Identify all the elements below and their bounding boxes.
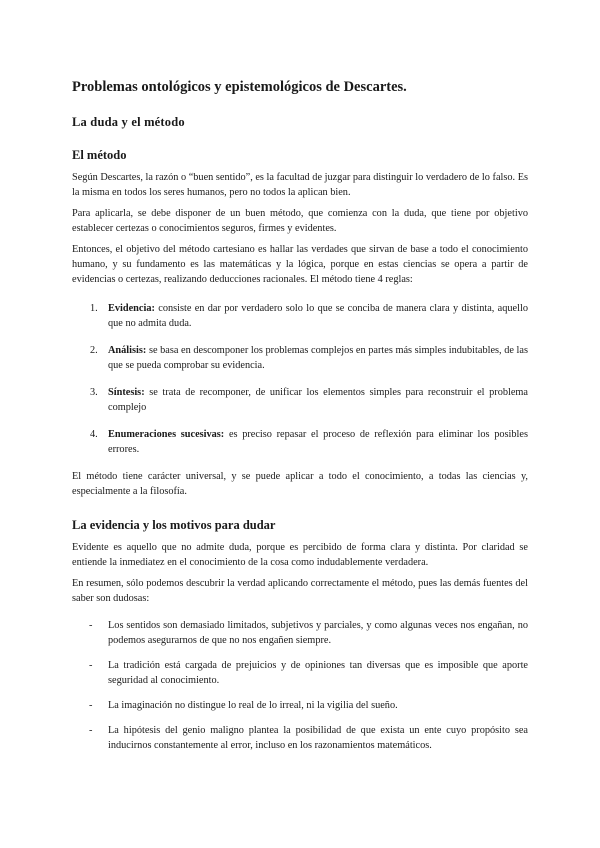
list-item-sentidos [89,618,528,648]
rule-item-sintesis [90,385,528,415]
rule-item-evidencia [90,301,528,331]
rule-number: 3. [90,387,98,398]
rule-term: Enumeraciones sucesivas: [108,429,225,440]
paragraph-resumen: En resumen, sólo podemos descubrir la verdad aplicando correctamente el método, pues las demás fuentes del saber son dudosas: [72,578,528,604]
list-item-text: La tradición está cargada de prejuicios y de opiniones tan diversas que es imposible que aporte seguridad al conocimiento. [108,660,528,686]
rule-term: Evidencia: [108,303,155,314]
list-item-imaginacion [89,698,528,713]
rule-number: 4. [90,429,98,440]
rule-number: 1. [90,303,98,314]
dash-marker: - [89,620,93,631]
list-item-genio-maligno [89,723,528,753]
list-item-text: La imaginación no distingue lo real de lo irreal, ni la vigilia del sueño. [108,700,398,711]
dash-marker: - [89,660,93,671]
paragraph-caracter-universal: El método tiene carácter universal, y se puede aplicar a todo el conocimiento, a todas las ciencias y, especialmente a la filosofía. [72,471,528,497]
paragraph-objetivo-metodo: Entonces, el objetivo del método cartesiano es hallar las verdades que sirvan de base a todo el conocimiento humano, y su fundamento es las matemáticas y la lógica, porque en estas ciencias se opera a partir de evidencias o certezas, realizando deducciones racionales. El método tiene 4 reglas: [72,244,528,285]
subsection-heading-metodo: El método [72,148,127,162]
paragraph-evidente: Evidente es aquello que no admite duda, porque es percibido de forma clara y distinta. Por claridad se entiende la inmediatez en el conocimiento de la cosa como indudablemente verdadera. [72,542,528,568]
section-heading-duda-metodo: La duda y el método [72,115,185,129]
rule-term: Síntesis: [108,387,145,398]
rule-item-analisis [90,343,528,373]
subsection-heading-evidencia: La evidencia y los motivos para dudar [72,518,276,532]
list-item-tradicion [89,658,528,688]
rule-term: Análisis: [108,345,147,356]
rule-text: consiste en dar por verdadero solo lo que se conciba de manera clara y distinta, aquello que no admita duda. [108,303,528,329]
dash-marker: - [89,725,93,736]
document-title: Problemas ontológicos y epistemológicos de Descartes. [72,79,407,95]
paragraph-razon: Según Descartes, la razón o “buen sentido”, es la facultad de juzgar para distinguir lo verdadero de lo falso. Es la misma en todos los seres humanos, pero no todos la aplican bien. [72,172,528,198]
list-item-text: Los sentidos son demasiado limitados, subjetivos y parciales, y como algunas veces nos engañan, no podemos asegurarnos de que no nos engañen siempre. [108,620,528,646]
rule-number: 2. [90,345,98,356]
rule-text: es preciso repasar el proceso de reflexión para eliminar los posibles errores. [108,429,528,455]
paragraph-aplicarla: Para aplicarla, se debe disponer de un buen método, que comienza con la duda, que tiene por objetivo establecer certezas o conocimientos seguros, firmes y evidentes. [72,208,528,234]
list-item-text: La hipótesis del genio maligno plantea la posibilidad de que exista un ente cuyo propósito sea inducirnos constantemente al error, incluso en los razonamientos matemáticos. [108,725,528,751]
rule-text: se basa en descomponer los problemas complejos en partes más simples indubitables, de las que se pueda comprobar su evidencia. [108,345,528,371]
rules-list [72,301,528,457]
doubt-sources-list [72,618,528,753]
rule-item-enumeraciones [90,427,528,457]
rule-text: se trata de recomponer, de unificar los elementos simples para reconstruir el problema complejo [108,387,528,413]
dash-marker: - [89,700,93,711]
